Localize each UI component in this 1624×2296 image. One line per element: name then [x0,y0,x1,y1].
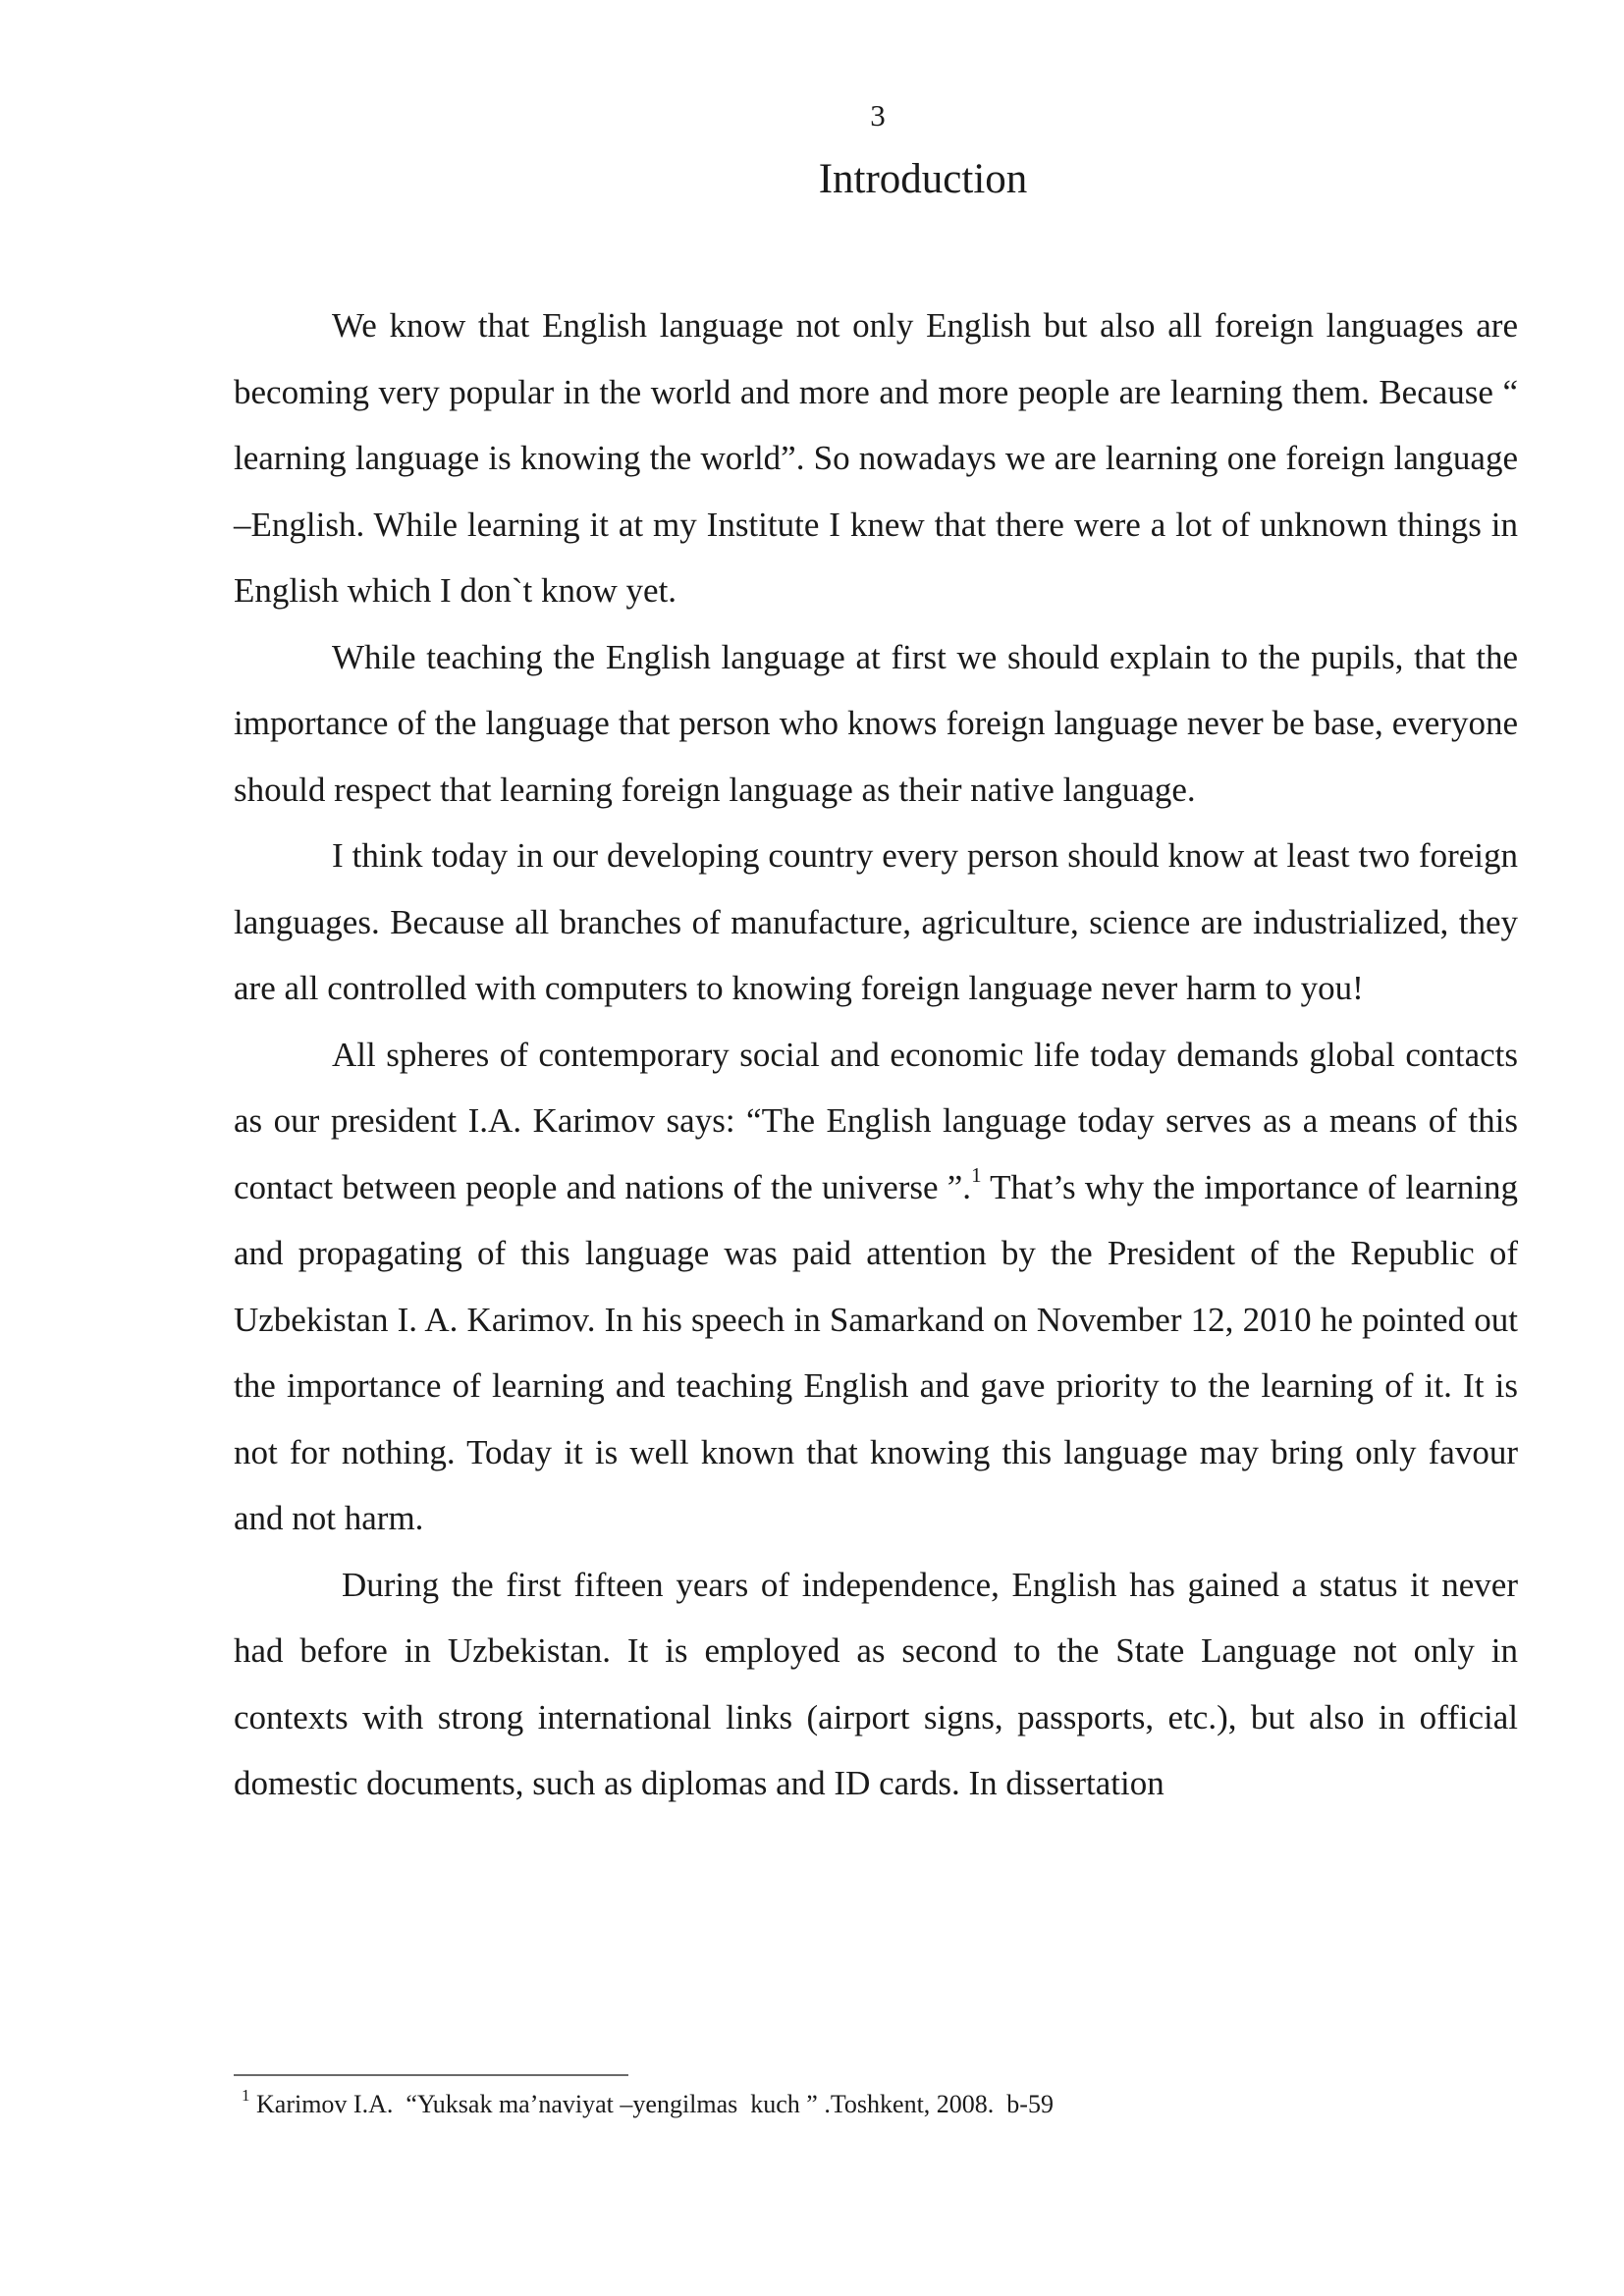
paragraph-4 [234,1022,1518,1552]
page-number: 3 [870,98,886,133]
paragraph-4-part-2: That’s why the importance of learning and propagating of this language was paid attention by the President of the Republic of Uzbekistan I. A. Karimov. In his speech in Samarkand on November 12, 2010 he pointed out the importance of learning and teaching English and gave priority to the learning of it. It is not for nothing. Today it is well known that knowing this language may bring only favour and not harm. [234,1167,1518,1537]
paragraph-1: We know that English language not only English but also all foreign languages are becoming very popular in the world and more and more people are learning them. Because “ learning language is knowing the world”. So nowadays we are learning one foreign language –English. While learning it at my Institute I knew that there were a lot of unknown things in English which I don`t know yet. [234,306,1518,610]
footnote [242,2087,1518,2122]
page-title: Introduction [818,156,1028,202]
footnote-separator [234,2074,628,2076]
paragraph-5: During the first fifteen years of independence, English has gained a status it never had before in Uzbekistan. It is employed as second to the State Language not only in contexts with strong international links (airport signs, passports, etc.), but also in official domestic documents, such as diplomas and ID cards. In dissertation [234,1565,1518,1802]
paragraph-3: I think today in our developing country every person should know at least two foreign languages. Because all branches of manufacture, agriculture, science are industrialized, they are all controlled with computers to knowing foreign language never harm to you! [234,836,1518,1007]
footnote-text: Karimov I.A. “Yuksak ma’naviyat –yengilmas kuch ” .Toshkent, 2008. b-59 [249,2090,1054,2118]
body-text [234,293,1518,1817]
footnote-reference: 1 [971,1162,982,1187]
paragraph-4-part-1: All spheres of contemporary social and economic life today demands global contacts as our president I.A. Karimov says: “The English language today serves as a means of this contact between people and nations of the universe ”. [234,1035,1518,1206]
paragraph-2: While teaching the English language at first we should explain to the pupils, that the importance of the language that person who knows foreign language never be base, everyone should respect that learning foreign language as their native language. [234,637,1518,809]
footnote-marker: 1 [242,2086,250,2106]
